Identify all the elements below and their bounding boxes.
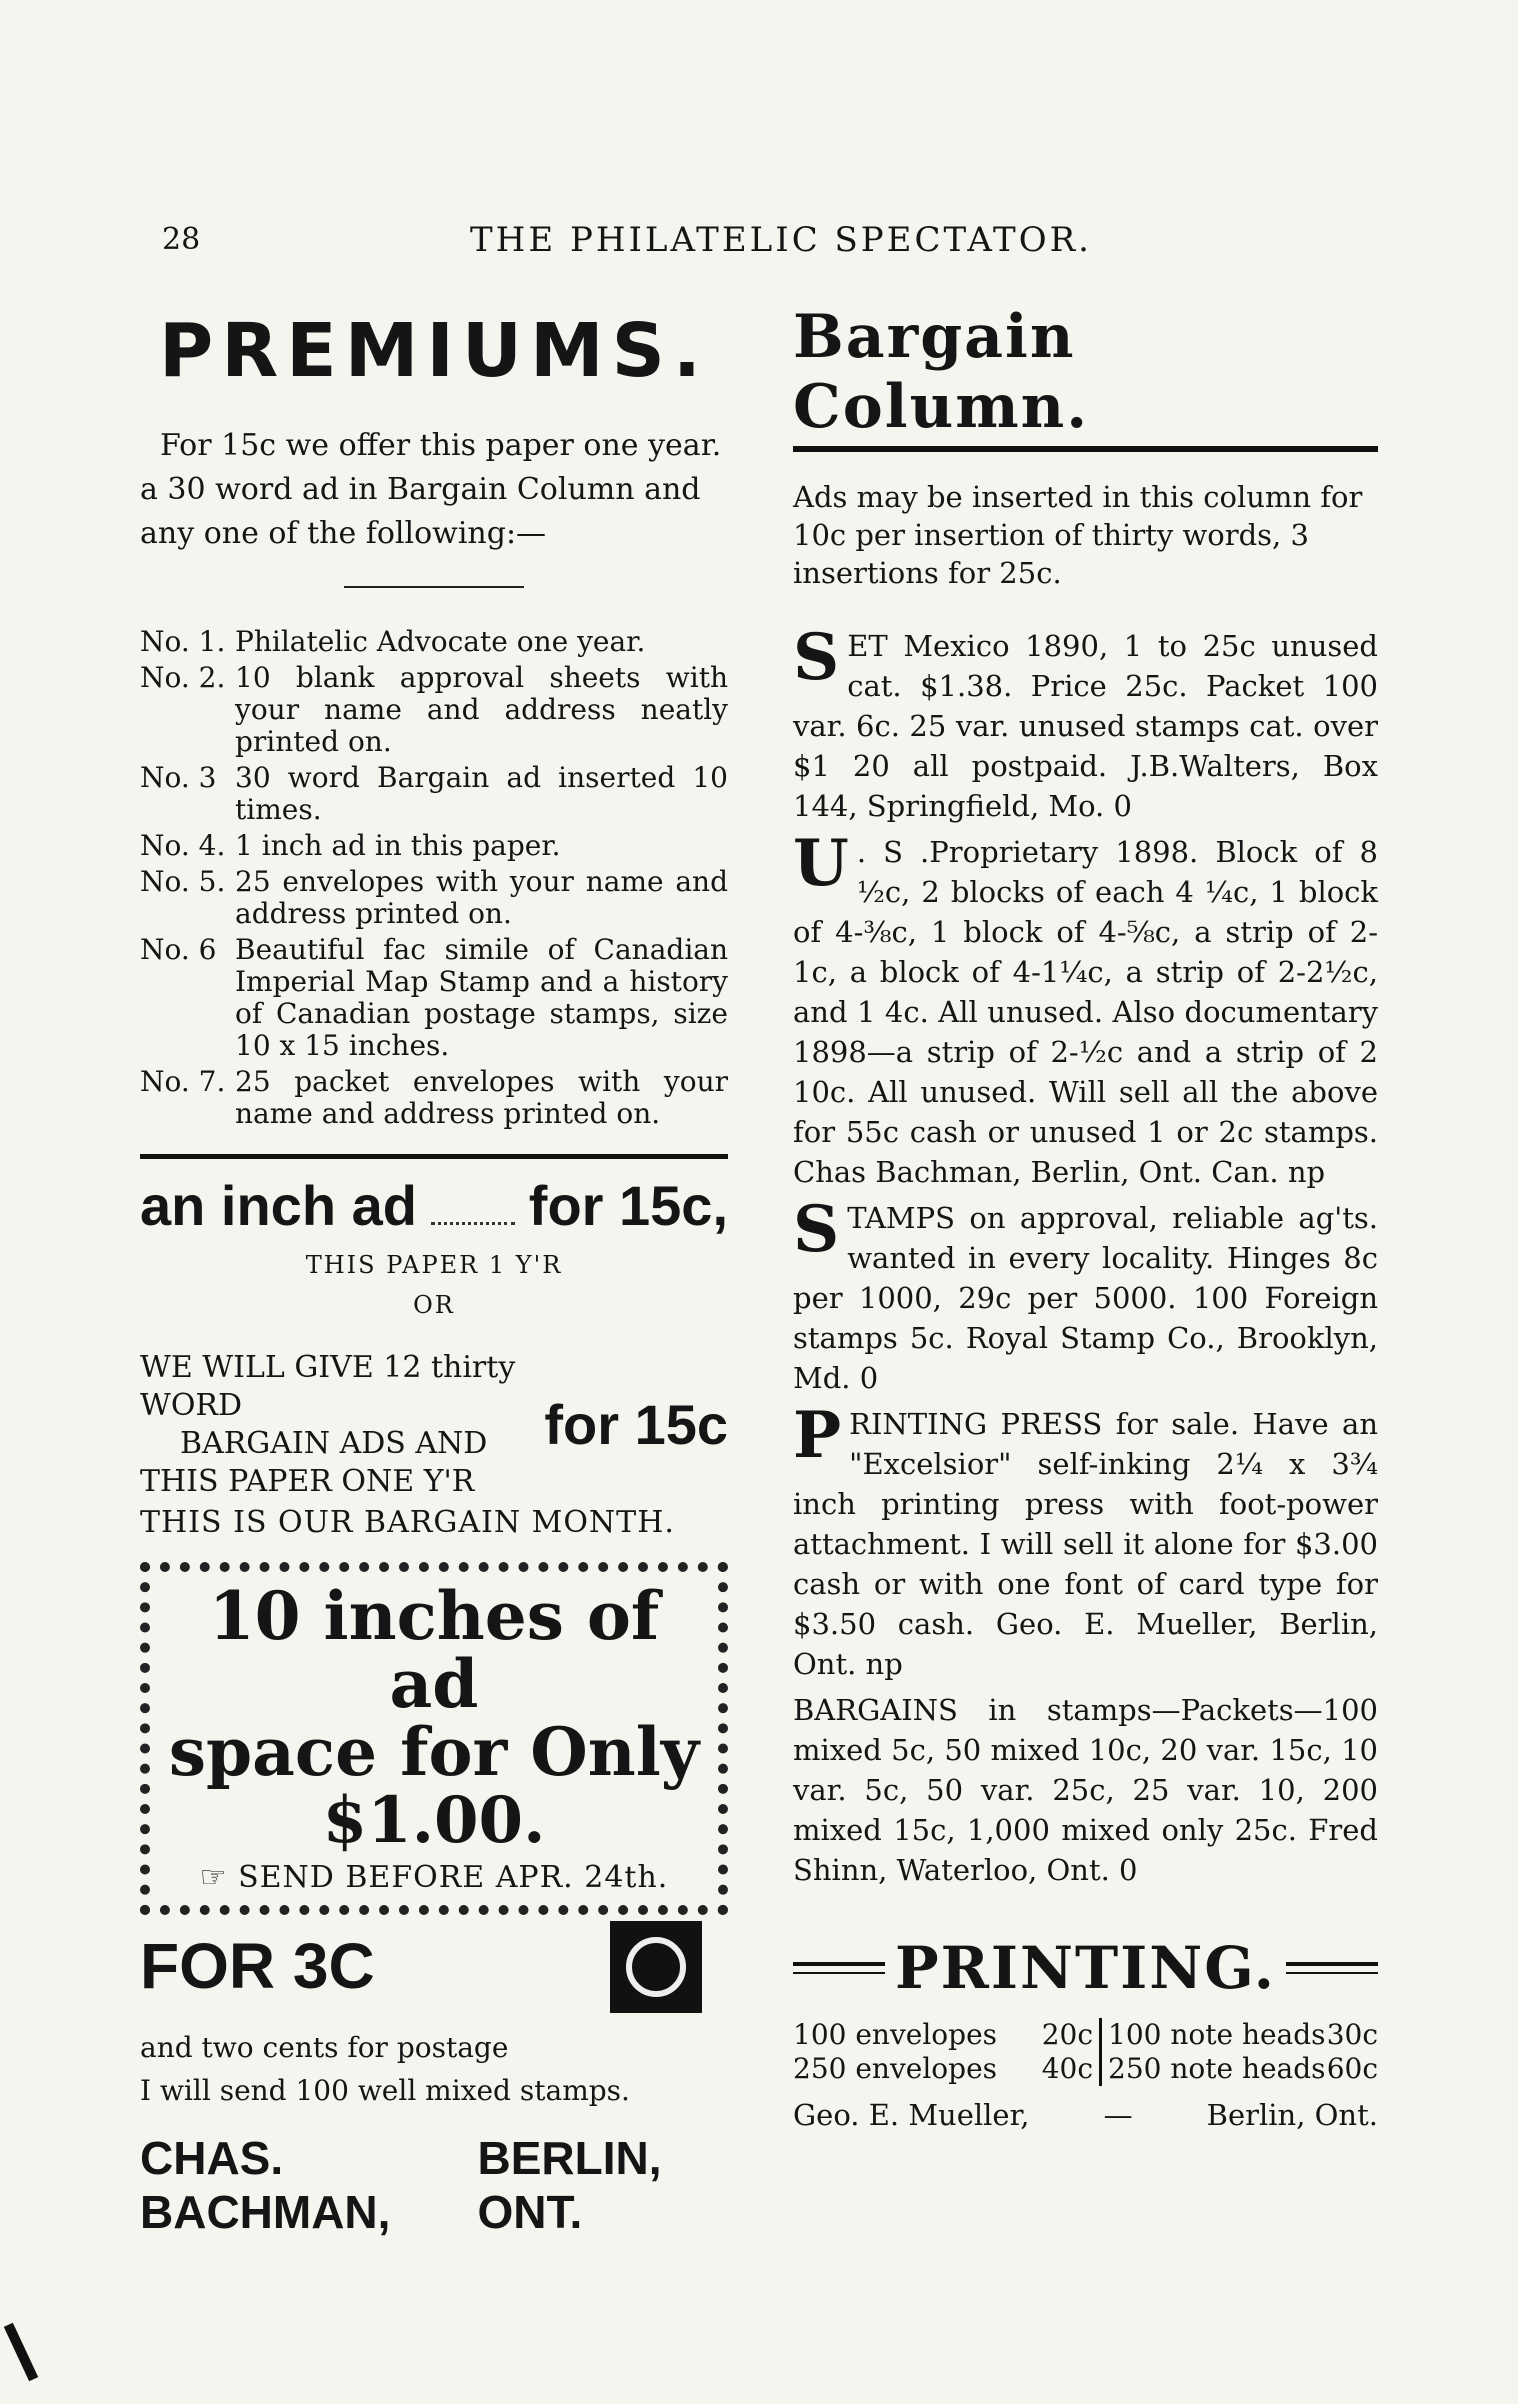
offer-line: THIS PAPER ONE Y'R xyxy=(140,1464,475,1499)
will-send-line: I will send 100 well mixed stamps. xyxy=(140,2074,630,2107)
bargain-title: Bargain Column. xyxy=(793,302,1378,452)
left-column xyxy=(140,290,728,2239)
box-price: $1.00. xyxy=(322,1783,546,1858)
classified-ad xyxy=(793,826,1378,1192)
list-item xyxy=(140,626,728,658)
price-item: 100 note heads xyxy=(1108,2018,1326,2051)
table-row xyxy=(1108,2018,1378,2052)
item-number: No. 1. xyxy=(140,625,226,658)
divider xyxy=(140,1154,728,1159)
dash: — xyxy=(1103,2098,1133,2132)
bargain-intro: Ads may be inserted in this column for 10c per insertion of thirty words, 3 insertions for 25c. xyxy=(793,480,1363,590)
printer-name: Geo. E. Mueller, xyxy=(793,2098,1030,2132)
item-text: 30 word Bargain ad inserted 10 times. xyxy=(235,761,728,826)
divider xyxy=(1286,1962,1378,1974)
box-line: 10 inches of ad xyxy=(208,1577,660,1723)
ad-text: . S .Proprietary 1898. Block of 8 ½c, 2 blocks of each 4 ¼c, 1 block of 4-⅜c, 1 block of 4-⅝c, a strip of 2-1c, a block of 4-1¼c, a strip of 2-2½c, and 1 4c. All unused. Also documentary 1898—a strip of 2-½c and a strip of 2 10c. All unused. Will sell all the above for 55c cash or unused 1 or 2c stamps. Chas Bachman, Berlin, Ont. Can. np xyxy=(793,835,1378,1189)
list-item xyxy=(140,866,728,930)
premiums-list xyxy=(140,626,728,1130)
ad-text: ET Mexico 1890, 1 to 25c unused cat. $1.38. Price 25c. Packet 100 var. 6c. 25 var. unused stamps cat. over $1 20 all postpaid. J.B.Walters, Box 144, Springfield, Mo. 0 xyxy=(793,629,1378,823)
item-number: No. 7. xyxy=(140,1065,226,1098)
drop-cap: S xyxy=(793,620,840,695)
table-row xyxy=(793,2052,1093,2086)
stamp-emblem-icon xyxy=(626,1937,686,1997)
premiums-title: PREMIUMS. xyxy=(158,308,710,394)
box-send-line: ☞ SEND BEFORE APR. 24th. xyxy=(199,1860,669,1895)
offer-lines xyxy=(140,1349,534,1501)
bargain-offer xyxy=(140,1349,728,1501)
drop-cap: P xyxy=(793,1398,842,1473)
stamp-image xyxy=(610,1921,702,2013)
scan-edge-mark xyxy=(4,2323,38,2382)
divider xyxy=(344,586,524,588)
printing-heading xyxy=(793,1934,1378,2002)
boxed-advertisement xyxy=(140,1562,728,1915)
inch-ad-line xyxy=(140,1173,728,1239)
item-number: No. 4. xyxy=(140,829,226,862)
box-line: space for Only xyxy=(168,1713,700,1791)
item-text: 10 blank approval sheets with your name and address neatly printed on. xyxy=(235,661,728,758)
price-item: 250 note heads xyxy=(1108,2052,1326,2085)
sig-name: CHAS. BACHMAN, xyxy=(140,2132,391,2238)
list-item xyxy=(140,662,728,758)
price-column xyxy=(793,2018,1102,2086)
page-number: 28 xyxy=(162,222,201,257)
printing-footer xyxy=(793,2098,1378,2132)
printing-title: PRINTING. xyxy=(895,1934,1276,2002)
sig-place: BERLIN, ONT. xyxy=(477,2132,662,2238)
price-value: 30c xyxy=(1326,2018,1378,2051)
ad-text: BARGAINS in stamps—Packets—100 mixed 5c, 50 mixed 10c, 20 var. 15c, 10 var. 5c, 50 var. 25c, 25 var. 10, 200 mixed 15c, 1,000 mixed only 25c. Fred Shinn, Waterloo, Ont. 0 xyxy=(793,1693,1378,1887)
price-item: 100 envelopes xyxy=(793,2018,998,2051)
price-value: 20c xyxy=(1041,2018,1093,2051)
offer-price: for 15c xyxy=(544,1393,728,1456)
classified-ad xyxy=(793,1398,1378,1684)
postage-line: and two cents for postage xyxy=(140,2031,509,2064)
drop-cap: S xyxy=(793,1192,840,1267)
item-number: No. 5. xyxy=(140,865,226,898)
list-item xyxy=(140,934,728,1062)
table-row xyxy=(793,2018,1093,2052)
item-text: Beautiful fac simile of Canadian Imperial Map Stamp and a history of Canadian postage stamps, size 10 x 15 inches. xyxy=(235,933,728,1062)
premiums-intro: For 15c we offer this paper one year. a 30 word ad in Bargain Column and any one of the following:— xyxy=(140,428,722,551)
ad-text: TAMPS on approval, reliable ag'ts. wanted in every locality. Hinges 8c per 1000, 29c per 5000. 100 Foreign stamps 5c. Royal Stamp Co., Brooklyn, Md. 0 xyxy=(793,1201,1378,1395)
list-item xyxy=(140,1066,728,1130)
item-number: No. 3 xyxy=(140,761,217,794)
this-paper-line: THIS PAPER 1 Y'R xyxy=(305,1251,563,1279)
list-item xyxy=(140,830,728,862)
item-number: No. 6 xyxy=(140,933,217,966)
inch-ad-left: an inch ad xyxy=(140,1174,417,1237)
printing-price-table xyxy=(793,2018,1378,2086)
drop-cap: U xyxy=(793,826,849,901)
ad-text: RINTING PRESS for sale. Have an "Excelsior" self-inking 2¼ x 3¾ inch printing press with foot-power attachment. I will sell it alone for $3.00 cash or with one font of card type for $3.50 cash. Geo. E. Mueller, Berlin, Ont. np xyxy=(793,1407,1378,1681)
offer-last-line: THIS IS OUR BARGAIN MONTH. xyxy=(140,1505,675,1540)
price-value: 60c xyxy=(1326,2052,1378,2085)
running-title: THE PHILATELIC SPECTATOR. xyxy=(470,220,1092,260)
signature-line xyxy=(140,2131,728,2239)
item-text: 25 packet envelopes with your name and address printed on. xyxy=(235,1065,728,1130)
for3c-heading xyxy=(140,1929,728,2003)
item-number: No. 2. xyxy=(140,661,226,694)
item-text: 1 inch ad in this paper. xyxy=(235,829,561,862)
offer-line: BARGAIN ADS AND xyxy=(180,1426,488,1461)
classified-ad xyxy=(793,1690,1378,1890)
classified-ad xyxy=(793,1192,1378,1398)
inch-ad-right: for 15c, xyxy=(528,1174,728,1237)
or-line: OR xyxy=(413,1291,455,1319)
price-value: 40c xyxy=(1041,2052,1093,2085)
divider xyxy=(793,1962,885,1974)
table-row xyxy=(1108,2052,1378,2086)
right-column xyxy=(793,290,1378,2132)
item-text: 25 envelopes with your name and address printed on. xyxy=(235,865,728,930)
printer-place: Berlin, Ont. xyxy=(1206,2098,1378,2132)
price-item: 250 envelopes xyxy=(793,2052,998,2085)
for3c-title: FOR 3C xyxy=(140,1930,375,2002)
offer-line: WE WILL GIVE 12 thirty WORD xyxy=(140,1350,516,1423)
dot-leader xyxy=(431,1222,515,1225)
price-column xyxy=(1102,2018,1378,2086)
item-text: Philatelic Advocate one year. xyxy=(235,625,646,658)
classified-ad xyxy=(793,620,1378,826)
list-item xyxy=(140,762,728,826)
